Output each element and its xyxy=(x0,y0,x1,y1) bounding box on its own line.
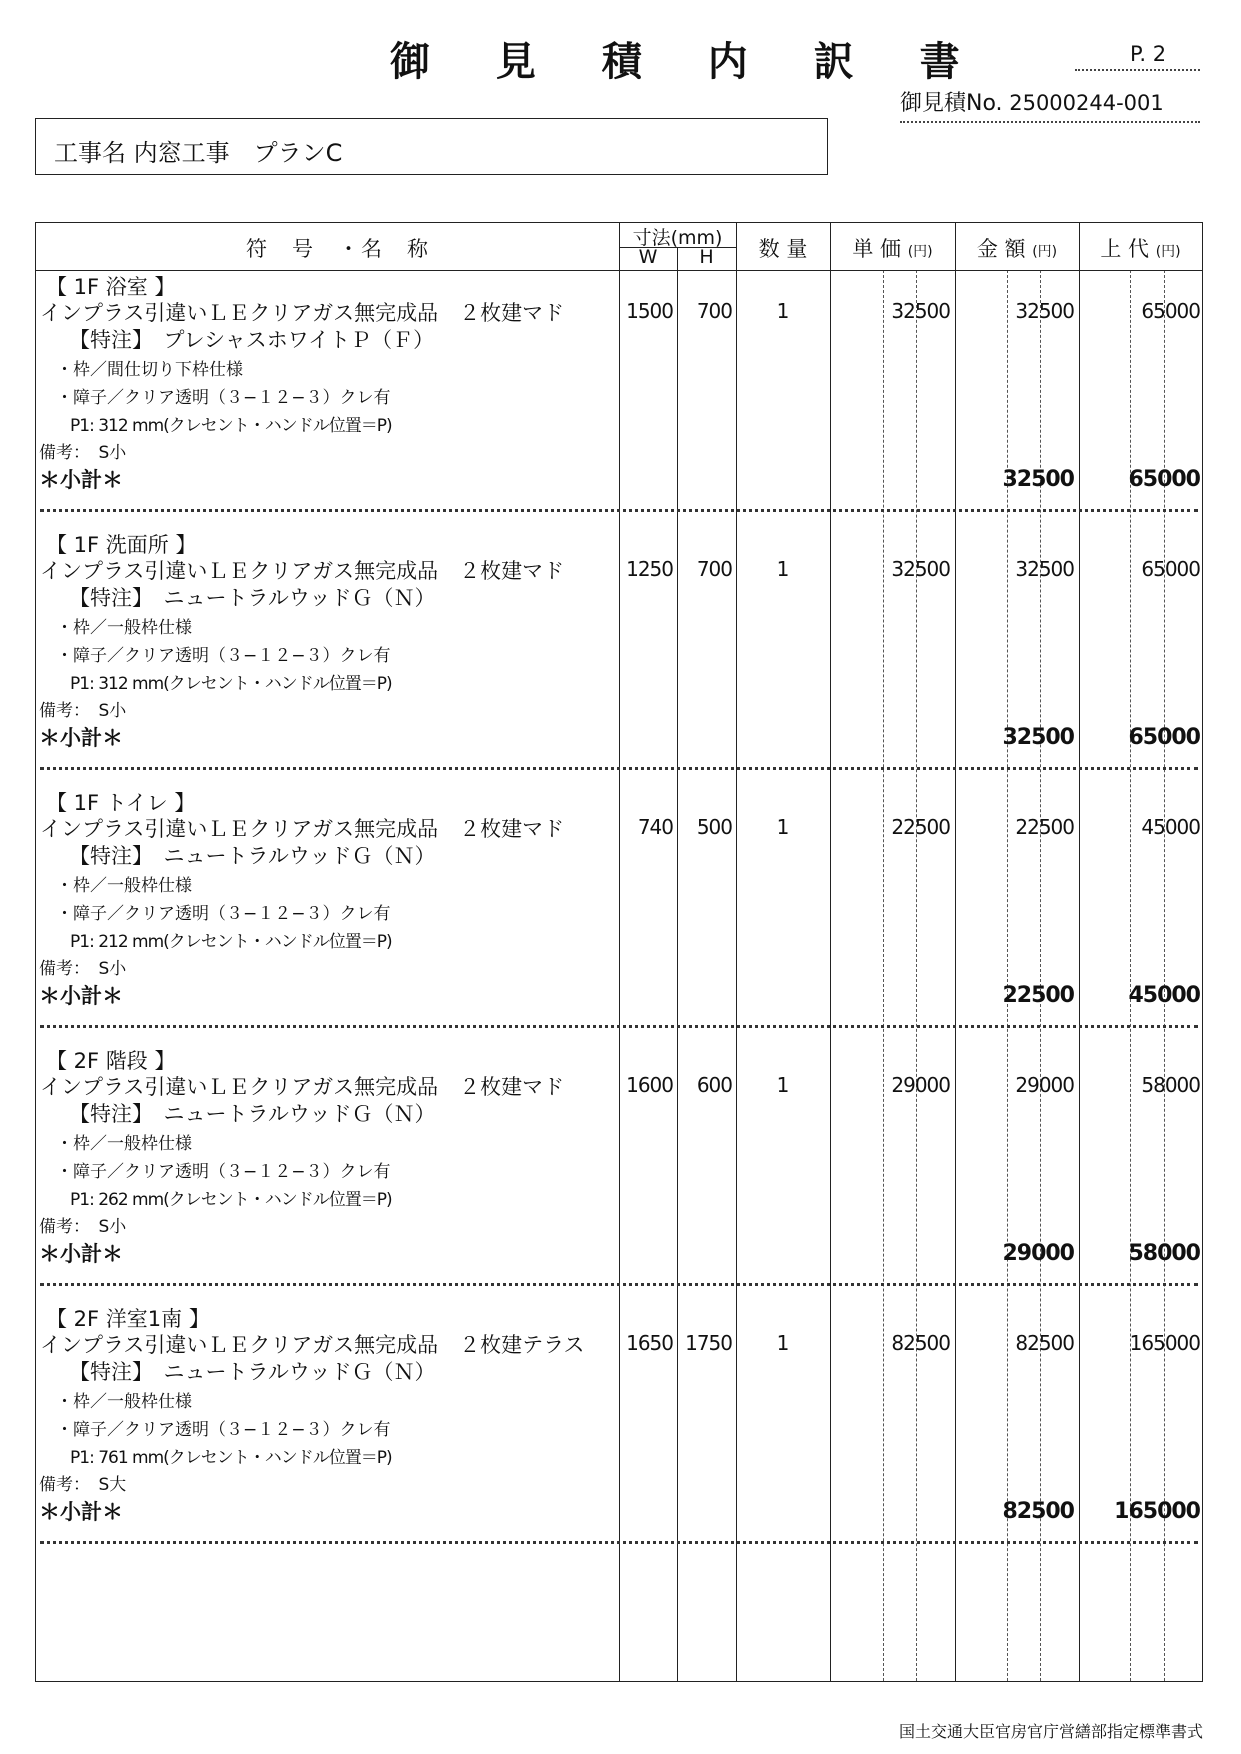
amount-value: 22500 xyxy=(1015,815,1074,839)
quantity-value: 1 xyxy=(776,1073,790,1097)
subtotal-list-price: 65000 xyxy=(1128,467,1200,492)
digit-guide xyxy=(916,270,917,1681)
header-name: 符 号 ・名 称 xyxy=(246,237,430,261)
frame-spec: ・枠／一般枠仕様 xyxy=(56,1392,192,1412)
header-amount: 金 額 (円) xyxy=(976,237,1058,261)
height-value: 600 xyxy=(696,1073,732,1097)
page-number: P. 2 xyxy=(1075,42,1200,71)
handle-position: P1: 761 mm(クレセント・ハンドル位置＝P) xyxy=(70,1448,392,1468)
header-dims: 寸法(mm) xyxy=(632,227,723,249)
handle-position: P1: 212 mm(クレセント・ハンドル位置＝P) xyxy=(70,932,392,952)
estimate-number xyxy=(900,86,1200,123)
quantity-value: 1 xyxy=(776,1331,790,1355)
amount-value: 29000 xyxy=(1015,1073,1074,1097)
list-price-value: 58000 xyxy=(1141,1073,1200,1097)
amount-value: 82500 xyxy=(1015,1331,1074,1355)
header-qty: 数 量 xyxy=(758,237,808,261)
frame-spec: ・枠／一般枠仕様 xyxy=(56,618,192,638)
handle-position: P1: 312 mm(クレセント・ハンドル位置＝P) xyxy=(70,416,392,436)
special-order: 【特注】 ニュートラルウッドＧ（Ｎ） xyxy=(69,586,436,610)
list-price-value: 65000 xyxy=(1141,557,1200,581)
special-order: 【特注】 ニュートラルウッドＧ（Ｎ） xyxy=(69,1360,436,1384)
column-divider xyxy=(736,223,737,1681)
list-price-value: 165000 xyxy=(1129,1331,1200,1355)
section-separator xyxy=(40,1541,1198,1544)
subtotal-label: ＊小計＊ xyxy=(39,468,123,492)
room-heading: 【 1F 浴室 】 xyxy=(46,275,176,299)
subtotal-amount: 22500 xyxy=(1002,983,1074,1008)
project-name-box xyxy=(35,118,828,175)
section-separator xyxy=(40,1283,1198,1286)
subtotal-list-price: 45000 xyxy=(1128,983,1200,1008)
product-name: インプラス引違いＬＥクリアガス無完成品 ２枚建テラス xyxy=(40,1333,585,1357)
column-divider xyxy=(619,223,620,1681)
remarks: 備考： S小 xyxy=(39,1217,127,1237)
remarks: 備考： S小 xyxy=(39,959,127,979)
glass-spec: ・障子／クリア透明（３−１２−３）クレ有 xyxy=(56,388,391,408)
width-value: 1500 xyxy=(626,299,673,323)
section-separator xyxy=(40,767,1198,770)
room-heading: 【 1F 洗面所 】 xyxy=(46,533,197,557)
height-value: 700 xyxy=(696,557,732,581)
estimate-table xyxy=(35,222,1203,1682)
amount-value: 32500 xyxy=(1015,557,1074,581)
remarks: 備考： S大 xyxy=(39,1475,127,1495)
list-price-value: 65000 xyxy=(1141,299,1200,323)
estimate-number-label: 御見積No. xyxy=(900,91,1003,116)
subtotal-amount: 82500 xyxy=(1002,1499,1074,1524)
quantity-value: 1 xyxy=(776,815,790,839)
unit-price-value: 22500 xyxy=(891,815,950,839)
column-divider xyxy=(1079,223,1080,1681)
special-order: 【特注】 ニュートラルウッドＧ（Ｎ） xyxy=(69,844,436,868)
special-order: 【特注】 ニュートラルウッドＧ（Ｎ） xyxy=(69,1102,436,1126)
unit-price-value: 29000 xyxy=(891,1073,950,1097)
height-value: 500 xyxy=(696,815,732,839)
subtotal-list-price: 58000 xyxy=(1128,1241,1200,1266)
special-order: 【特注】 プレシャスホワイトＰ（Ｆ） xyxy=(69,328,435,352)
section-separator xyxy=(40,1025,1198,1028)
estimate-number-value: 25000244-001 xyxy=(1009,91,1164,115)
subtotal-label: ＊小計＊ xyxy=(39,1242,123,1266)
glass-spec: ・障子／クリア透明（３−１２−３）クレ有 xyxy=(56,1162,391,1182)
subtotal-label: ＊小計＊ xyxy=(39,984,123,1008)
handle-position: P1: 312 mm(クレセント・ハンドル位置＝P) xyxy=(70,674,392,694)
subtotal-list-price: 65000 xyxy=(1128,725,1200,750)
remarks: 備考： S小 xyxy=(39,443,127,463)
subtotal-amount: 32500 xyxy=(1002,725,1074,750)
header-bottom-line xyxy=(36,270,1202,271)
section-separator xyxy=(40,509,1198,512)
width-value: 1600 xyxy=(626,1073,673,1097)
unit-price-value: 32500 xyxy=(891,299,950,323)
project-name: 工事名 内窓工事 プランC xyxy=(54,139,343,167)
quantity-value: 1 xyxy=(776,557,790,581)
product-name: インプラス引違いＬＥクリアガス無完成品 ２枚建マド xyxy=(40,817,565,841)
subtotal-list-price: 165000 xyxy=(1114,1499,1200,1524)
subtotal-amount: 32500 xyxy=(1002,467,1074,492)
header-unit-price: 単 価 (円) xyxy=(852,237,933,261)
column-divider xyxy=(830,223,831,1681)
width-value: 740 xyxy=(637,815,673,839)
room-heading: 【 2F 洋室1南 】 xyxy=(46,1307,210,1331)
frame-spec: ・枠／一般枠仕様 xyxy=(56,1134,192,1154)
product-name: インプラス引違いＬＥクリアガス無完成品 ２枚建マド xyxy=(40,559,565,583)
width-value: 1250 xyxy=(626,557,673,581)
width-value: 1650 xyxy=(626,1331,673,1355)
amount-value: 32500 xyxy=(1015,299,1074,323)
unit-price-value: 32500 xyxy=(891,557,950,581)
header-h: H xyxy=(699,246,714,268)
quantity-value: 1 xyxy=(776,299,790,323)
room-heading: 【 2F 階段 】 xyxy=(46,1049,176,1073)
glass-spec: ・障子／クリア透明（３−１２−３）クレ有 xyxy=(56,1420,391,1440)
glass-spec: ・障子／クリア透明（３−１２−３）クレ有 xyxy=(56,904,391,924)
subtotal-label: ＊小計＊ xyxy=(39,1500,123,1524)
frame-spec: ・枠／一般枠仕様 xyxy=(56,876,192,896)
remarks: 備考： S小 xyxy=(39,701,127,721)
header-list-price: 上 代 (円) xyxy=(1100,237,1181,261)
list-price-value: 45000 xyxy=(1141,815,1200,839)
subtotal-amount: 29000 xyxy=(1002,1241,1074,1266)
document-title: 御 見 積 内 訳 書 xyxy=(390,39,986,85)
room-heading: 【 1F トイレ 】 xyxy=(46,791,196,815)
frame-spec: ・枠／間仕切り下枠仕様 xyxy=(56,360,243,380)
column-divider xyxy=(677,247,678,1681)
glass-spec: ・障子／クリア透明（３−１２−３）クレ有 xyxy=(56,646,391,666)
product-name: インプラス引違いＬＥクリアガス無完成品 ２枚建マド xyxy=(40,1075,565,1099)
footer-standard-form: 国土交通大臣官房官庁営繕部指定標準書式 xyxy=(898,1722,1203,1741)
product-name: インプラス引違いＬＥクリアガス無完成品 ２枚建マド xyxy=(40,301,565,325)
handle-position: P1: 262 mm(クレセント・ハンドル位置＝P) xyxy=(70,1190,392,1210)
unit-price-value: 82500 xyxy=(891,1331,950,1355)
header-w: W xyxy=(638,246,658,268)
digit-guide xyxy=(883,270,884,1681)
column-divider xyxy=(955,223,956,1681)
subtotal-label: ＊小計＊ xyxy=(39,726,123,750)
height-value: 1750 xyxy=(685,1331,732,1355)
height-value: 700 xyxy=(696,299,732,323)
